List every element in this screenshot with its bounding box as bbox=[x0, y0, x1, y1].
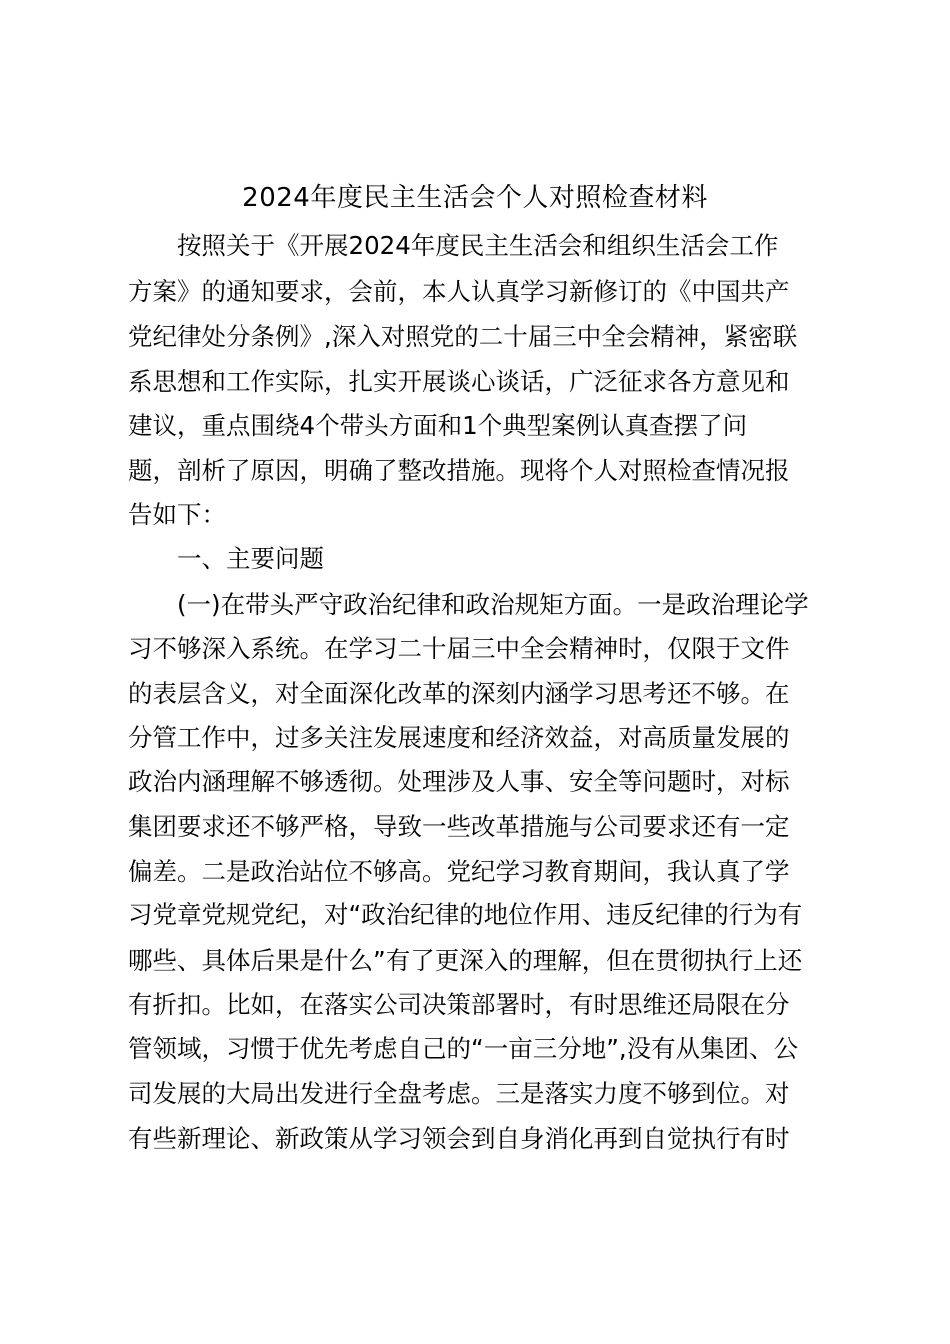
body-line: 系思想和工作实际，扎实开展谈心谈话，广泛征求各方意见和 bbox=[128, 367, 790, 396]
body-line: (一)在带头严守政治纪律和政治规矩方面。一是政治理论学 bbox=[128, 590, 809, 619]
body-line: 的表层含义，对全面深化改革的深刻内涵学习思考还不够。在 bbox=[128, 679, 790, 708]
body-line: 告如下： bbox=[128, 500, 226, 529]
document-title: 2024年度民主生活会个人对照检查材料 bbox=[242, 183, 708, 213]
body-line: 党纪律处分条例》,深入对照党的二十届三中全会精神，紧密联 bbox=[128, 322, 798, 351]
body-line: 按照关于《开展2024年度民主生活会和组织生活会工作 bbox=[128, 231, 779, 260]
body-line: 建议，重点围绕4个带头方面和1个典型案例认真查摆了问 bbox=[128, 411, 748, 440]
body-line: 分管工作中，过多关注发展速度和经济效益，对高质量发展的 bbox=[128, 723, 790, 752]
body-line: 习不够深入系统。在学习二十届三中全会精神时，仅限于文件 bbox=[128, 634, 790, 663]
body-line: 习党章党规党纪，对“政治纪律的地位作用、违反纪律的行为有 bbox=[128, 900, 803, 929]
body-line: 集团要求还不够严格，导致一些改革措施与公司要求还有一定 bbox=[128, 812, 790, 841]
body-line: 有些新理论、新政策从学习领会到自身消化再到自觉执行有时 bbox=[128, 1124, 790, 1153]
body-line: 方案》的通知要求，会前，本人认真学习新修订的《中国共产 bbox=[128, 277, 790, 306]
body-line: 有折扣。比如，在落实公司决策部署时，有时思维还局限在分 bbox=[128, 990, 790, 1019]
body-line: 司发展的大局出发进行全盘考虑。三是落实力度不够到位。对 bbox=[128, 1079, 790, 1108]
body-line: 题，剖析了原因，明确了整改措施。现将个人对照检查情况报 bbox=[128, 456, 790, 485]
body-line: 哪些、具体后果是什么”有了更深入的理解，但在贯彻执行上还 bbox=[128, 946, 803, 975]
body-line: 管领域，习惯于优先考虑自己的“一亩三分地”,没有从集团、公 bbox=[128, 1034, 799, 1063]
body-line: 政治内涵理解不够透彻。处理涉及人事、安全等问题时，对标 bbox=[128, 767, 790, 796]
section-heading: 一、主要问题 bbox=[128, 544, 324, 573]
body-line: 偏差。二是政治站位不够高。党纪学习教育期间，我认真了学 bbox=[128, 857, 790, 886]
